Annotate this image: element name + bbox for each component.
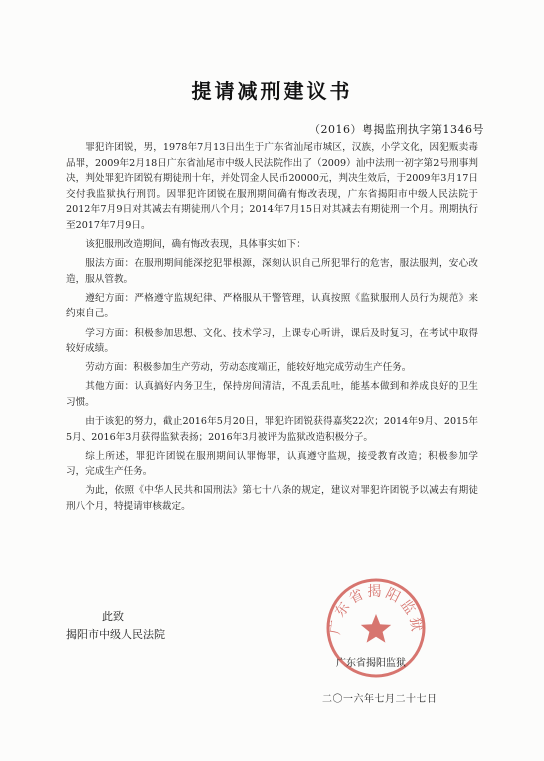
document-number: （2016）粤揭监刑执字第1346号	[309, 123, 484, 136]
issue-date: 二〇一六年七月二十七日	[322, 694, 438, 705]
paragraph-criminal-info: 罪犯许团锐，男，1978年7月13日出生于广东省汕尾市城区，汉族，小学文化，因犯贩卖毒品罪，2009年2月18日广东省汕尾市中级人民法院作出了（2009）汕中法刑一初字第2号刑事判决，判处罪犯许团锐有期徒刑十年，并处罚金人民币20000元，判决生效后，于2009年3月17日交付我监狱执行刑罚。因罪犯许团锐在服刑期间确有悔改表现，广东省揭阳市中级人民法院于2012年7月9日对其减去有期徒刑八个月；2014年7月15日对其减去有期徒刑一个月。刑期执行至2017年7月9日。	[66, 142, 478, 231]
paragraph-recommendation: 为此，依照《中华人民共和国刑法》第七十八条的规定，建议对罪犯许团锐予以减去有期徒刑八个月，特提请审核裁定。	[66, 485, 478, 512]
paragraph-labor: 劳动方面：积极参加生产劳动，劳动态度端正，能较好地完成劳动生产任务。	[85, 362, 412, 374]
document-title: 提请减刑建议书	[191, 79, 353, 103]
seal-star	[361, 614, 391, 643]
recipient-court: 揭阳市中级人民法院	[66, 628, 165, 641]
paragraph-summary: 综上所述，罪犯许团锐在服刑期间认罪悔罪，认真遵守监规，接受教育改造；积极参加学习，完成生产任务。	[66, 450, 478, 478]
issuer-name: 广东省揭阳监狱	[336, 658, 406, 669]
paragraph-intro: 该犯服刑改造期间，确有悔改表现，具体事实如下：	[85, 239, 306, 251]
paragraph-awards: 由于该犯的努力，截止2016年5月20日，罪犯许团锐获得嘉奖22次；2014年9月、2015年5月、2016年3月获得监狱表扬；2016年3月被评为监狱改造积极分子。	[66, 416, 478, 443]
paragraph-discipline: 遵纪方面：严格遵守监规纪律、严格服从干警管理，认真按照《监狱服刑人员行为规范》来约束自己。	[66, 292, 478, 320]
paragraph-other: 其他方面：认真搞好内务卫生，保持房间清洁，不乱丢乱吐，能基本做到和养成良好的卫生习惯。	[66, 381, 478, 408]
paragraph-study: 学习方面：积极参加思想、文化、技术学习，上课专心听讲，课后及时复习，在考试中取得较好成绩。	[66, 327, 478, 355]
closing-salutation: 此致	[102, 610, 124, 623]
document-body	[66, 140, 478, 518]
addressee-block	[66, 608, 165, 644]
paragraph-obedience: 服法方面：在服刑期间能深挖犯罪根源，深刻认识自己所犯罪行的危害，服法服判，安心改造，服从管教。	[66, 258, 478, 285]
seal-text: 广东省揭阳监狱	[327, 584, 425, 636]
